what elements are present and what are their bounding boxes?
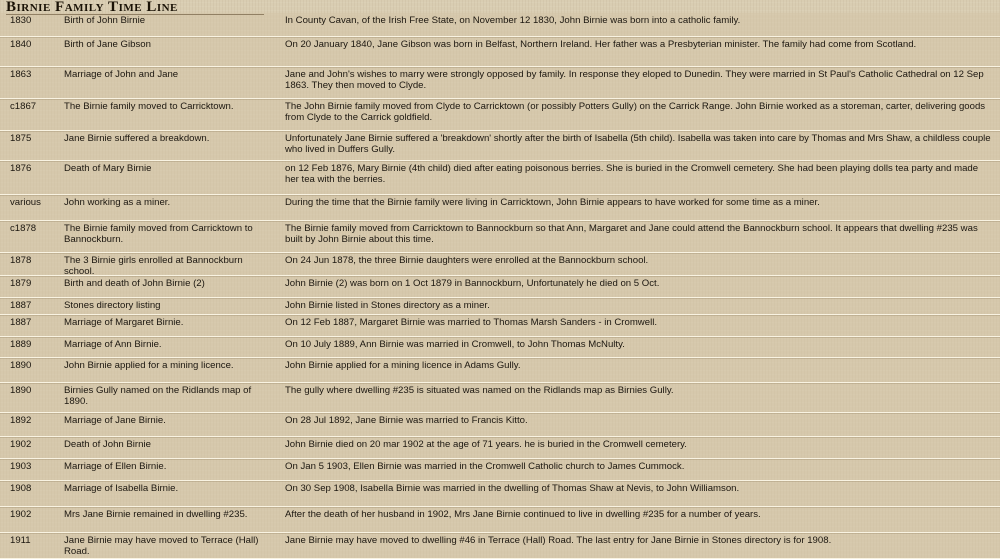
timeline-year: 1908 <box>10 483 32 494</box>
timeline-year: 1840 <box>10 39 32 50</box>
timeline-row <box>0 131 1000 161</box>
timeline-event: Marriage of John and Jane <box>64 69 179 80</box>
timeline-description: After the death of her husband in 1902, Mrs Jane Birnie continued to live in dwelling #235 for a number of years. <box>285 509 761 520</box>
timeline-year: 1890 <box>10 360 32 371</box>
timeline-description: On 12 Feb 1887, Margaret Birnie was married to Thomas Marsh Sanders - in Cromwell. <box>285 317 657 328</box>
timeline-description: Unfortunately Jane Birnie suffered a 'breakdown' shortly after the birth of Isabella (5th child). Isabella was taken into care by Thomas and Mrs Shaw, a childless couple who lived in Duffers Gully. <box>285 133 991 155</box>
timeline-event: Marriage of Isabella Birnie. <box>64 483 179 494</box>
timeline-row <box>0 37 1000 67</box>
timeline-event: Birth of Jane Gibson <box>64 39 151 50</box>
timeline-description: On 10 July 1889, Ann Birnie was married in Cromwell, to John Thomas McNulty. <box>285 339 625 350</box>
timeline-year: 1889 <box>10 339 32 350</box>
page-title: Birnie Family Time Line <box>6 0 264 15</box>
timeline-year: 1876 <box>10 163 32 174</box>
timeline-description: In County Cavan, of the Irish Free State, on November 12 1830, John Birnie was born into a catholic family. <box>285 15 741 26</box>
timeline-event: Mrs Jane Birnie remained in dwelling #235. <box>64 509 248 520</box>
timeline-event: John Birnie applied for a mining licence. <box>64 360 234 371</box>
timeline-row <box>0 67 1000 99</box>
timeline-event: Death of John Birnie <box>64 439 151 450</box>
timeline-year: c1878 <box>10 223 37 234</box>
timeline-event: Marriage of Ann Birnie. <box>64 339 162 350</box>
timeline-year: 1902 <box>10 439 32 450</box>
timeline-year: 1911 <box>10 535 31 546</box>
timeline-row <box>0 533 1000 559</box>
timeline-description: John Birnie (2) was born on 1 Oct 1879 in Bannockburn, Unfortunately he died on 5 Oct. <box>285 278 660 289</box>
timeline-year: 1878 <box>10 255 32 266</box>
timeline-year: 1892 <box>10 415 32 426</box>
timeline-description: Jane and John's wishes to marry were strongly opposed by family. In response they eloped to Dunedin. They were married in St Paul's Catholic Cathedral on 12 Sep 1863. They then moved to Clyde. <box>285 69 984 91</box>
timeline-year: 1887 <box>10 317 32 328</box>
timeline-year: 1887 <box>10 300 32 311</box>
timeline-row <box>0 459 1000 481</box>
timeline-event: Birth and death of John Birnie (2) <box>64 278 205 289</box>
timeline-event: Birth of John Birnie <box>64 15 146 26</box>
timeline-event: Death of Mary Birnie <box>64 163 152 174</box>
timeline-description: Jane Birnie may have moved to dwelling #46 in Terrace (Hall) Road. The last entry for Jane Birnie in Stones directory is for 1908. <box>285 535 832 546</box>
timeline-row <box>0 358 1000 383</box>
timeline-description: The John Birnie family moved from Clyde to Carricktown (or possibly Potters Gully) on the Carrick Range. John Birnie worked as a storeman, carter, delivering goods from Clyde to the Carrick goldfield. <box>285 101 986 123</box>
timeline-row <box>0 221 1000 253</box>
timeline-event: John working as a miner. <box>64 197 171 208</box>
timeline-row <box>0 315 1000 337</box>
timeline-year: 1902 <box>10 509 32 520</box>
timeline-description: John Birnie died on 20 mar 1902 at the age of 71 years. he is buried in the Cromwell cemetery. <box>285 439 687 450</box>
timeline-event: The 3 Birnie girls enrolled at Bannockburn school. <box>64 255 243 277</box>
timeline-row <box>0 298 1000 315</box>
timeline-event: Jane Birnie may have moved to Terrace (Hall) Road. <box>64 535 259 557</box>
timeline-description: On 20 January 1840, Jane Gibson was born in Belfast, Northern Ireland. Her father was a Presbyterian minister. The family had come from Scotland. <box>285 39 917 50</box>
timeline-year: 1863 <box>10 69 32 80</box>
timeline-description: During the time that the Birnie family were living in Carricktown, John Birnie appears to have worked for some time as a miner. <box>285 197 820 208</box>
timeline-row <box>0 437 1000 459</box>
timeline-year: 1830 <box>10 15 32 26</box>
timeline-row <box>0 383 1000 413</box>
timeline-row <box>0 413 1000 437</box>
timeline-event: The Birnie family moved from Carricktown to Bannockburn. <box>64 223 253 245</box>
timeline-row <box>0 481 1000 507</box>
timeline-year: 1903 <box>10 461 32 472</box>
timeline-year: 1875 <box>10 133 32 144</box>
timeline-description: On 30 Sep 1908, Isabella Birnie was married in the dwelling of Thomas Shaw at Nevis, to John Williamson. <box>285 483 740 494</box>
timeline-description: On Jan 5 1903, Ellen Birnie was married in the Cromwell Catholic church to James Cummock. <box>285 461 685 472</box>
timeline-year: c1867 <box>10 101 37 112</box>
timeline-event: Marriage of Margaret Birnie. <box>64 317 184 328</box>
timeline-description: The gully where dwelling #235 is situated was named on the Ridlands map as Birnies Gully. <box>285 385 674 396</box>
timeline-event: The Birnie family moved to Carricktown. <box>64 101 234 112</box>
timeline-description: on 12 Feb 1876, Mary Birnie (4th child) died after eating poisonous berries. She is buried in the Cromwell cemetery. She had been playing dolls tea party and made her tea with the berries. <box>285 163 979 185</box>
timeline-row <box>0 13 1000 37</box>
timeline-row <box>0 507 1000 533</box>
timeline-row <box>0 99 1000 131</box>
timeline-description: John Birnie listed in Stones directory as a miner. <box>285 300 490 311</box>
timeline-description: On 28 Jul 1892, Jane Birnie was married to Francis Kitto. <box>285 415 528 426</box>
timeline-year: 1890 <box>10 385 32 396</box>
timeline-description: John Birnie applied for a mining licence in Adams Gully. <box>285 360 521 371</box>
timeline-event: Jane Birnie suffered a breakdown. <box>64 133 210 144</box>
timeline-row <box>0 253 1000 276</box>
timeline-row <box>0 195 1000 221</box>
timeline-row <box>0 161 1000 195</box>
timeline-event: Marriage of Jane Birnie. <box>64 415 166 426</box>
timeline-description: On 24 Jun 1878, the three Birnie daughters were enrolled at the Bannockburn school. <box>285 255 649 266</box>
timeline-event: Birnies Gully named on the Ridlands map of 1890. <box>64 385 252 407</box>
timeline-event: Stones directory listing <box>64 300 161 311</box>
timeline-description: The Birnie family moved from Carricktown to Bannockburn so that Ann, Margaret and Jane could attend the Bannockburn school. It appears that dwelling #235 was built by John Birnie about this time. <box>285 223 978 245</box>
timeline-year: 1879 <box>10 278 32 289</box>
timeline-year: various <box>10 197 41 208</box>
timeline-row <box>0 337 1000 358</box>
timeline-event: Marriage of Ellen Birnie. <box>64 461 167 472</box>
timeline-row <box>0 276 1000 298</box>
